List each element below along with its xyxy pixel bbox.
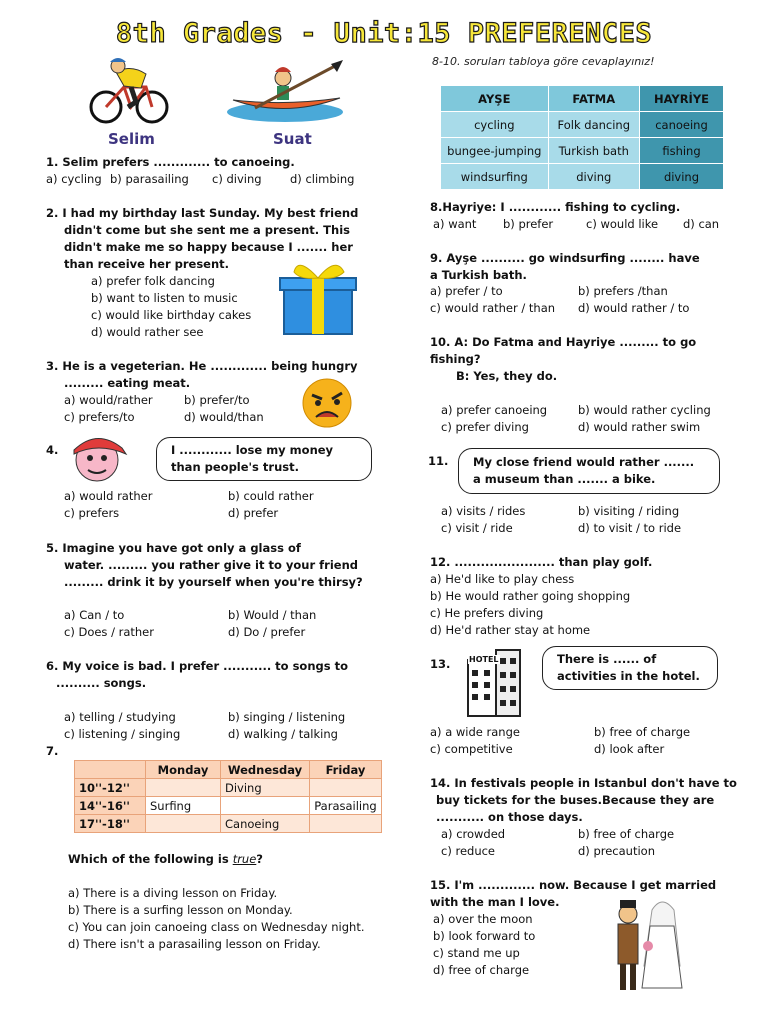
stem-line: a Turkish bath. bbox=[430, 268, 527, 282]
canoeist-illustration bbox=[225, 60, 350, 124]
table-cell: Canoeing bbox=[221, 815, 310, 833]
option[interactable]: a) There is a diving lesson on Friday. bbox=[68, 886, 278, 900]
option[interactable]: c) reduce bbox=[441, 844, 496, 858]
option[interactable]: b) look forward to bbox=[433, 929, 536, 943]
option[interactable]: b) prefer/to bbox=[184, 393, 250, 407]
table-cell: Parasailing bbox=[310, 797, 382, 815]
stem-line: didn't come but she sent me a present. This bbox=[64, 223, 350, 237]
table-cell: windsurfing bbox=[441, 164, 549, 190]
name-label-suat: Suat bbox=[273, 130, 312, 148]
speech-bubble bbox=[542, 646, 718, 690]
question-14-stem bbox=[430, 775, 737, 826]
option[interactable]: d) prefer bbox=[228, 506, 279, 520]
option[interactable]: d) Do / prefer bbox=[228, 625, 306, 639]
bubble-line: There is ...... of bbox=[557, 652, 657, 666]
question-7-stem bbox=[68, 851, 263, 868]
table-header: HAYRİYE bbox=[639, 86, 723, 112]
option[interactable]: b) free of charge bbox=[578, 827, 675, 841]
option[interactable]: c) visit / ride bbox=[441, 521, 513, 535]
option[interactable]: a) Can / to bbox=[64, 608, 125, 622]
option[interactable]: a) would rather bbox=[64, 489, 153, 503]
option[interactable]: c) competitive bbox=[430, 742, 513, 756]
option[interactable]: c) stand me up bbox=[433, 946, 520, 960]
table-header: AYŞE bbox=[441, 86, 549, 112]
option[interactable]: a) prefer canoeing bbox=[441, 403, 548, 417]
stem-line: didn't make me so happy because I ....... her bbox=[64, 240, 353, 254]
table-cell: diving bbox=[548, 164, 639, 190]
option[interactable]: a) want bbox=[433, 217, 477, 231]
gift-box-icon bbox=[278, 260, 358, 338]
table-cell bbox=[310, 779, 382, 797]
name-label-selim: Selim bbox=[108, 130, 155, 148]
stem-line: 14. In festivals people in Istanbul don't have to bbox=[430, 776, 737, 790]
option[interactable]: a) would/rather bbox=[64, 393, 153, 407]
question-4-number: 4. bbox=[46, 443, 59, 457]
stem-line: 5. Imagine you have got only a glass of bbox=[46, 541, 301, 555]
instruction-text: 8-10. soruları tabloya göre cevaplayınız! bbox=[432, 55, 655, 68]
option[interactable]: b) free of charge bbox=[594, 725, 691, 739]
option[interactable]: a) prefer folk dancing bbox=[91, 274, 215, 288]
option[interactable]: b) parasailing bbox=[110, 172, 189, 186]
table-cell: Turkish bath bbox=[548, 138, 639, 164]
option[interactable]: d) would rather / to bbox=[578, 301, 690, 315]
table-cell bbox=[221, 797, 310, 815]
table-cell: 10''-12'' bbox=[75, 779, 146, 797]
table-header: Monday bbox=[146, 761, 221, 779]
question-13-number: 13. bbox=[430, 657, 451, 671]
stem-line: with the man I love. bbox=[430, 895, 560, 909]
bubble-line: than people's trust. bbox=[171, 460, 299, 474]
question-10-stem bbox=[430, 334, 696, 385]
option[interactable]: b) There is a surfing lesson on Monday. bbox=[68, 903, 293, 917]
question-9-stem bbox=[430, 250, 700, 284]
angry-face-icon bbox=[300, 377, 354, 429]
table-cell: 17''-18'' bbox=[75, 815, 146, 833]
stem-line: B: Yes, they do. bbox=[456, 369, 558, 383]
wedding-couple-illustration bbox=[600, 896, 692, 996]
option[interactable]: c) prefers bbox=[64, 506, 120, 520]
question-5-stem bbox=[46, 540, 363, 591]
option[interactable]: d) would rather see bbox=[91, 325, 204, 339]
option[interactable]: a) cycling bbox=[46, 172, 102, 186]
table-cell: canoeing bbox=[639, 112, 723, 138]
table-cell: cycling bbox=[441, 112, 549, 138]
option[interactable]: c) You can join canoeing class on Wednesday night. bbox=[68, 920, 365, 934]
option[interactable]: c) Does / rather bbox=[64, 625, 154, 639]
bubble-line: activities in the hotel. bbox=[557, 669, 700, 683]
stem-line: 15. I'm ............. now. Because I get married bbox=[430, 878, 717, 892]
question-12-stem: 12. ....................... than play golf. bbox=[430, 555, 653, 569]
table-cell: Surfing bbox=[146, 797, 221, 815]
table-header: FATMA bbox=[548, 86, 639, 112]
table-cell: Folk dancing bbox=[548, 112, 639, 138]
preferences-table bbox=[440, 85, 724, 190]
option[interactable]: d) precaution bbox=[578, 844, 655, 858]
kid-face-icon bbox=[66, 428, 128, 484]
cyclist-illustration bbox=[86, 52, 176, 128]
question-8-stem: 8.Hayriye: I ............ fishing to cycling. bbox=[430, 200, 681, 214]
stem-keyword: true bbox=[232, 852, 257, 866]
hotel-sign: HOTEL bbox=[469, 655, 499, 664]
table-cell: 14''-16'' bbox=[75, 797, 146, 815]
option[interactable]: a) prefer / to bbox=[430, 284, 503, 298]
question-6-stem bbox=[46, 658, 348, 692]
bubble-line: My close friend would rather ....... bbox=[473, 455, 695, 469]
option[interactable]: d) He'd rather stay at home bbox=[430, 623, 591, 637]
option[interactable]: d) can bbox=[683, 217, 720, 231]
option[interactable]: c) would like bbox=[586, 217, 659, 231]
table-header: Friday bbox=[310, 761, 382, 779]
option[interactable]: d) would/than bbox=[184, 410, 264, 424]
option[interactable]: c) prefers/to bbox=[64, 410, 135, 424]
option[interactable]: b) visiting / riding bbox=[578, 504, 680, 518]
option[interactable]: c) would like birthday cakes bbox=[91, 308, 252, 322]
speech-bubble bbox=[458, 448, 720, 494]
bubble-line: I ............ lose my money bbox=[171, 443, 334, 457]
option[interactable]: a) a wide range bbox=[430, 725, 520, 739]
option[interactable]: a) crowded bbox=[441, 827, 506, 841]
table-cell: fishing bbox=[639, 138, 723, 164]
option[interactable]: b) Would / than bbox=[228, 608, 317, 622]
table-cell bbox=[146, 779, 221, 797]
stem-line: .......... songs. bbox=[56, 676, 147, 690]
schedule-table bbox=[74, 760, 382, 833]
option[interactable]: c) He prefers diving bbox=[430, 606, 544, 620]
option[interactable]: c) listening / singing bbox=[64, 727, 181, 741]
stem-line: 9. Ayşe .......... go windsurfing ........ have bbox=[430, 251, 700, 265]
stem-line: fishing? bbox=[430, 352, 481, 366]
option[interactable]: c) diving bbox=[212, 172, 262, 186]
question-7-number: 7. bbox=[46, 744, 59, 758]
stem-line: 3. He is a vegeterian. He ............. being hungry bbox=[46, 359, 358, 373]
option[interactable]: a) over the moon bbox=[433, 912, 533, 926]
option[interactable]: d) look after bbox=[594, 742, 665, 756]
option[interactable]: d) There isn't a parasailing lesson on Friday. bbox=[68, 937, 321, 951]
option[interactable]: b) want to listen to music bbox=[91, 291, 238, 305]
option[interactable]: a) visits / rides bbox=[441, 504, 526, 518]
option[interactable]: b) singing / listening bbox=[228, 710, 346, 724]
table-cell: Diving bbox=[221, 779, 310, 797]
option[interactable]: b) could rather bbox=[228, 489, 314, 503]
option[interactable]: d) to visit / to ride bbox=[578, 521, 682, 535]
stem-line: 2. I had my birthday last Sunday. My best friend bbox=[46, 206, 359, 220]
option[interactable]: d) free of charge bbox=[433, 963, 530, 977]
speech-bubble bbox=[156, 437, 372, 481]
option[interactable]: c) would rather / than bbox=[430, 301, 556, 315]
table-cell: diving bbox=[639, 164, 723, 190]
stem-line: than receive her present. bbox=[64, 257, 230, 271]
page-title: 8th Grades - Unit:15 PREFERENCES bbox=[115, 18, 653, 49]
stem-text: Which of the following is bbox=[68, 852, 233, 866]
option[interactable]: d) would rather swim bbox=[578, 420, 701, 434]
option[interactable]: b) He would rather going shopping bbox=[430, 589, 631, 603]
question-11-number: 11. bbox=[428, 454, 449, 468]
option[interactable]: a) He'd like to play chess bbox=[430, 572, 575, 586]
bubble-line: a museum than ....... a bike. bbox=[473, 472, 656, 486]
option[interactable]: b) prefers /than bbox=[578, 284, 668, 298]
stem-line: 10. A: Do Fatma and Hayriye ......... to go bbox=[430, 335, 697, 349]
option[interactable]: a) telling / studying bbox=[64, 710, 176, 724]
option[interactable]: b) would rather cycling bbox=[578, 403, 711, 417]
stem-line: buy tickets for the buses.Because they are bbox=[436, 793, 715, 807]
table-cell: bungee-jumping bbox=[441, 138, 549, 164]
stem-line: ......... eating meat. bbox=[64, 376, 191, 390]
stem-line: ........... on those days. bbox=[436, 810, 583, 824]
option[interactable]: d) walking / talking bbox=[228, 727, 338, 741]
table-cell bbox=[146, 815, 221, 833]
option[interactable]: d) climbing bbox=[290, 172, 355, 186]
table-header: Wednesday bbox=[221, 761, 310, 779]
table-header bbox=[75, 761, 146, 779]
stem-text: ? bbox=[256, 852, 263, 866]
stem-line: water. ......... you rather give it to your friend bbox=[64, 558, 358, 572]
option[interactable]: c) prefer diving bbox=[441, 420, 529, 434]
stem-line: 6. My voice is bad. I prefer ........... to songs to bbox=[46, 659, 348, 673]
option[interactable]: b) prefer bbox=[503, 217, 554, 231]
table-cell bbox=[310, 815, 382, 833]
stem-line: ......... drink it by yourself when you're thirsy? bbox=[64, 575, 363, 589]
question-1-stem: 1. Selim prefers ............. to canoeing. bbox=[46, 155, 295, 169]
